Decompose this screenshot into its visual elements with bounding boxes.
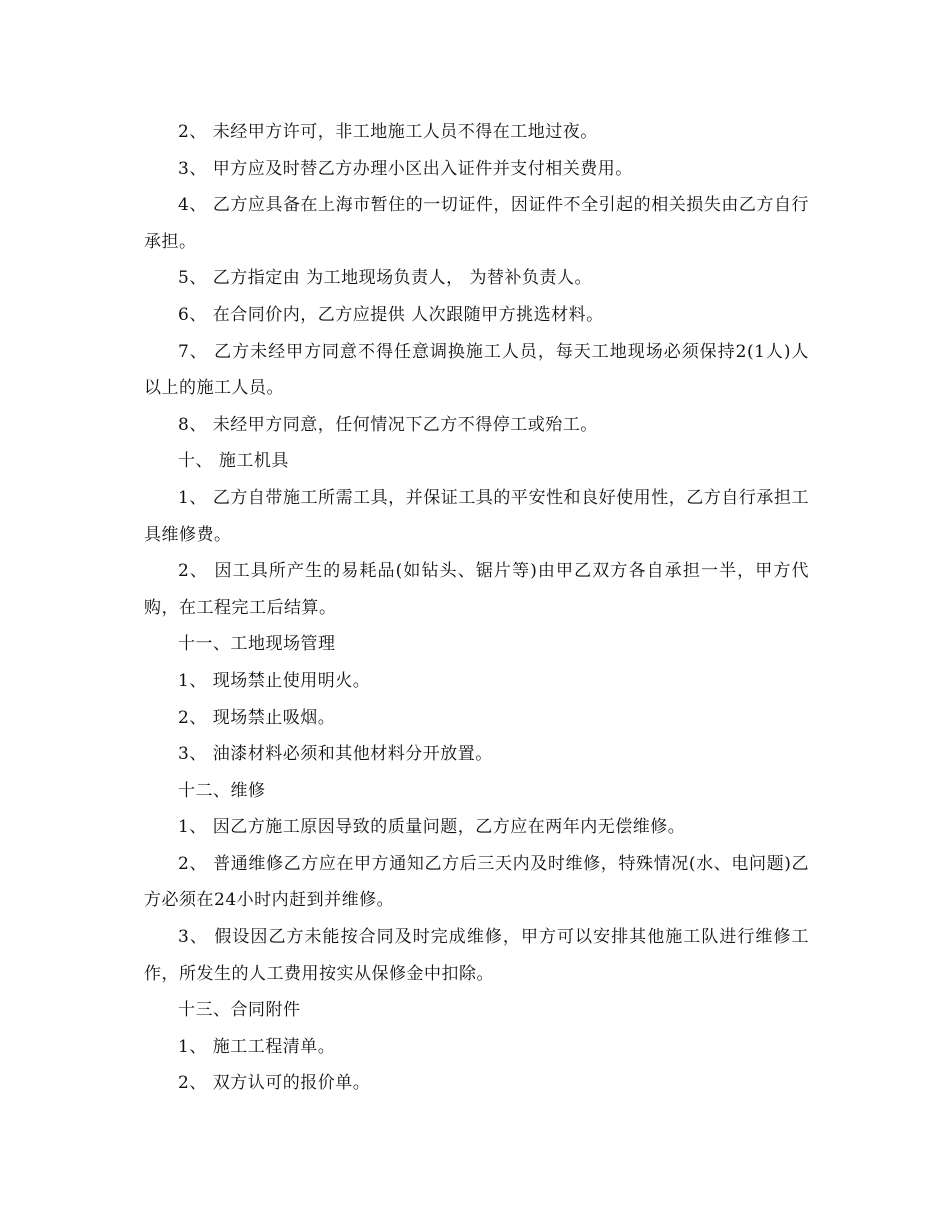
paragraph: 8、 未经甲方同意，任何情况下乙方不得停工或殆工。 [178,414,598,435]
paragraph: 3、 油漆材料必须和其他材料分开放置。 [178,744,493,765]
paragraph: 1、 乙方自带施工所需工具，并保证工具的平安性和良好使用性，乙方自行承担工具维修费。 [144,487,809,545]
paragraph: 2、 双方认可的报价单。 [178,1073,371,1094]
paragraph: 2、 现场禁止吸烟。 [178,707,336,728]
paragraph: 3、 甲方应及时替乙方办理小区出入证件并支付相关费用。 [178,158,633,179]
paragraph: 1、 现场禁止使用明火。 [178,670,371,691]
paragraph: 1、 因乙方施工原因导致的质量问题，乙方应在两年内无偿维修。 [178,817,686,838]
paragraph: 5、 乙方指定由 为工地现场负责人， 为替补负责人。 [178,268,593,289]
document-body [144,114,809,1102]
paragraph: 7、 乙方未经甲方同意不得任意调换施工人员，每天工地现场必须保持2(1人)人以上的施工人员。 [144,341,809,399]
section-heading: 十、 施工机具 [178,451,289,472]
paragraph: 4、 乙方应具备在上海市暂住的一切证件，因证件不全引起的相关损失由乙方自行承担。 [144,195,809,252]
paragraph: 2、 未经甲方许可，非工地施工人员不得在工地过夜。 [178,122,598,142]
section-heading: 十一、工地现场管理 [178,634,336,655]
section-heading: 十二、维修 [178,780,266,801]
paragraph: 6、 在合同价内，乙方应提供 人次跟随甲方挑选材料。 [178,304,604,325]
paragraph: 3、 假设因乙方未能按合同及时完成维修，甲方可以安排其他施工队进行维修工作，所发生的人工费用按实从保修金中扣除。 [144,927,809,984]
section-heading: 十三、合同附件 [178,1000,301,1021]
paragraph: 2、 普通维修乙方应在甲方通知乙方后三天内及时维修，特殊情况(水、电问题)乙方必须在24小时内赶到并维修。 [144,853,809,911]
paragraph: 2、 因工具所产生的易耗品(如钻头、锯片等)由甲乙双方各自承担一半，甲方代购，在工程完工后结算。 [144,561,809,618]
paragraph: 1、 施工工程清单。 [178,1036,336,1057]
